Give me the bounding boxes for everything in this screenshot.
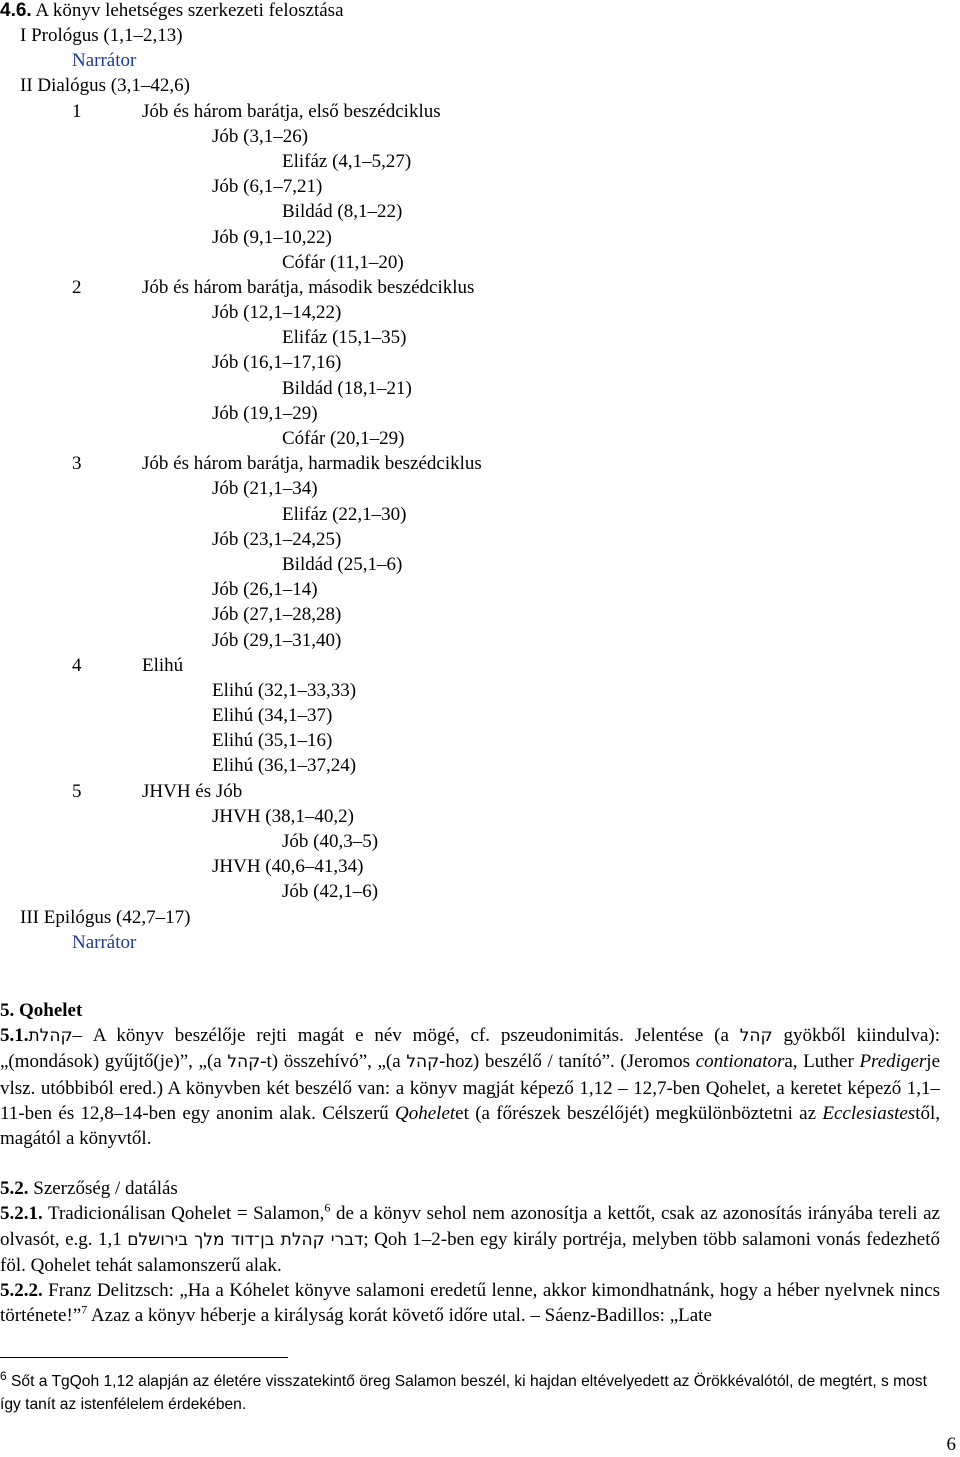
outline-text: Elihú (32,1–33,33) <box>212 679 357 701</box>
outline-text: III Epilógus (42,7–17) <box>20 906 191 928</box>
outline-text: Elifáz (22,1–30) <box>282 503 407 525</box>
outline-text: Jób és három barátja, harmadik beszédciklus <box>142 453 482 475</box>
outline-text: Jób (26,1–14) <box>212 579 318 601</box>
spacer <box>0 1151 940 1176</box>
outline-text: Jób (12,1–14,22) <box>212 302 342 324</box>
outline-row <box>0 879 960 904</box>
outline-text: JHVH (40,6–41,34) <box>212 856 364 878</box>
text-run: Azaz a könyv héberje a királyság korát követő időre utal. – Sáenz-Badillos: „Late <box>87 1305 712 1327</box>
outline-text: Narrátor <box>72 931 137 953</box>
outline-row <box>0 401 960 426</box>
outline-row <box>0 527 960 552</box>
outline-text: Jób (16,1–17,16) <box>212 352 342 374</box>
outline-row <box>0 678 960 703</box>
hebrew-phrase: דברי קהלת בן־דוד מלך בירושלם <box>127 1229 364 1250</box>
outline-text: Bildád (25,1–6) <box>282 553 403 575</box>
outline-row <box>0 502 960 527</box>
outline-text: Jób (23,1–24,25) <box>212 528 342 550</box>
outline-text: Bildád (8,1–22) <box>282 201 403 223</box>
outline-row <box>0 552 960 577</box>
outline-number: 4 <box>72 654 82 676</box>
text-run: től, magától a könyvtől. <box>0 1102 941 1150</box>
outline-text: Jób (27,1–28,28) <box>212 604 342 626</box>
italic-term: Qohelet <box>395 1102 456 1124</box>
outline-row <box>0 628 960 653</box>
outline-text: Elihú (34,1–37) <box>212 705 333 727</box>
outline-text: Elifáz (15,1–35) <box>282 327 407 349</box>
italic-term: contionator <box>695 1051 785 1073</box>
outline-row <box>0 426 960 451</box>
outline-text: Jób (42,1–6) <box>282 881 379 903</box>
outline-text: Jób (3,1–26) <box>212 125 309 147</box>
outline-row <box>0 250 960 275</box>
outline-text: Jób és három barátja, első beszédciklus <box>142 100 441 122</box>
outline-row <box>0 779 960 804</box>
outline-row <box>0 451 960 476</box>
outline-text: JHVH és Jób <box>142 780 243 802</box>
outline-row <box>0 905 960 930</box>
italic-term: Prediger <box>859 1051 927 1073</box>
footnote-number: 6 <box>0 1368 7 1383</box>
outline-text: Jób (19,1–29) <box>212 402 318 424</box>
outline-row <box>0 350 960 375</box>
hebrew-word: קהל <box>227 1052 261 1073</box>
outline-text: Cófár (20,1–29) <box>282 428 405 449</box>
text-run: -hoz) beszélő / tanító”. (Jeromos <box>439 1051 696 1073</box>
outline-text: Jób (21,1–34) <box>212 478 318 500</box>
outline-row <box>0 376 960 401</box>
footnote-rule <box>0 1357 288 1358</box>
outline-row <box>0 124 960 149</box>
outline-number: 1 <box>72 100 82 122</box>
outline-row <box>0 199 960 224</box>
outline-row <box>0 703 960 728</box>
outline-row <box>0 99 960 124</box>
footnote-ref: 6 <box>324 1201 331 1216</box>
text-run: – A könyv beszélője rejti magát e név mögé, cf. pszeudonimitás. Jelentése (a <box>72 1025 740 1047</box>
outline-row <box>0 854 960 879</box>
hebrew-word: קהלת <box>28 1026 73 1047</box>
text-run: ; Qoh 1–2-ben egy király portréja, melyben több salamoni vonás fedezhető föl. Qohelet tehát salamonszerű alak. <box>0 1228 940 1276</box>
outline-row <box>0 602 960 627</box>
outline-text: Elifáz (4,1–5,27) <box>282 150 412 172</box>
outline-row <box>0 728 960 753</box>
page-number: 6 <box>946 1434 956 1455</box>
outline-text: Jób (9,1–10,22) <box>212 226 332 248</box>
outline-row <box>0 23 960 48</box>
outline-text: II Dialógus (3,1–42,6) <box>20 75 190 97</box>
text-run: Franz Delitzsch: „Ha a Kóhelet könyve salamoni eredetű lenne, akkor kimondhatnánk, hogy a héber nyelvnek nincs története!” <box>0 1280 940 1327</box>
outline-row <box>0 476 960 501</box>
outline-row <box>0 275 960 300</box>
outline-row <box>0 930 960 955</box>
italic-term: Ecclesiastes <box>822 1102 916 1124</box>
outline-row <box>0 325 960 350</box>
outline-text: I Prológus (1,1–2,13) <box>20 25 183 46</box>
section-title: A könyv lehetséges szerkezeti felosztása <box>31 0 344 21</box>
outline-number: 3 <box>72 453 82 475</box>
paragraph-5-2-1 <box>0 1201 940 1278</box>
outline-row <box>0 804 960 829</box>
outline-text: Elihú <box>142 654 184 676</box>
subsection-title: Szerzőség / datálás <box>28 1178 178 1200</box>
outline-row <box>0 753 960 778</box>
text-run: et (a főrészek beszélőjét) megkülönböztetni az <box>455 1102 823 1124</box>
subsection-5-2-heading <box>0 1176 940 1201</box>
outline-text: Elihú (35,1–16) <box>212 730 333 752</box>
outline-text: Jób (6,1–7,21) <box>212 176 323 198</box>
section-heading <box>0 0 344 23</box>
outline-text: Cófár (11,1–20) <box>282 251 404 273</box>
outline-text: JHVH (38,1–40,2) <box>212 805 354 827</box>
text-run: a, Luther <box>784 1051 860 1073</box>
para-number: 5.2.1. <box>0 1203 43 1225</box>
footnote-ref: 7 <box>81 1302 88 1317</box>
subsection-number: 5.2. <box>0 1178 29 1200</box>
outline-number: 5 <box>72 780 82 802</box>
outline-row <box>0 300 960 325</box>
outline-row <box>0 653 960 678</box>
para-number: 5.2.2. <box>0 1280 43 1302</box>
outline-text: Bildád (18,1–21) <box>282 377 412 399</box>
text-run: je vlsz. utóbbiból ered.) A könyvben két beszélő van: a könyv magját képező 1,12 – 12,7-ben Qohelet, a keretet képező 1,1–11-ben és 12,8–14-ben egy anonim alak. Célszerű <box>0 1051 941 1124</box>
qohelet-section <box>0 998 940 1328</box>
text-run: Tradicionálisan Qohelet = Salamon, <box>42 1203 325 1225</box>
footnote-text: Sőt a TgQoh 1,12 alapján az életére visszatekintő öreg Salamon beszél, ki hajdan eltévelyedett az Örökkévalótól, de megtért, s most így tanít az istenfélelem érdekében. <box>0 1373 927 1413</box>
hebrew-word: קהל <box>406 1052 440 1073</box>
outline-text: Jób és három barátja, második beszédciklus <box>142 276 475 298</box>
footnote <box>0 1370 940 1416</box>
paragraph-5-1 <box>0 1023 940 1151</box>
text-run: gyökből kiindulva): „(mondások) gyűjtő(je)”, „(a <box>0 1025 940 1073</box>
outline-text: Jób (40,3–5) <box>282 831 379 852</box>
structure-outline <box>0 23 960 955</box>
paragraph-5-2-2 <box>0 1278 940 1328</box>
section-number: 4.6. <box>0 0 32 21</box>
outline-row <box>0 829 960 854</box>
para-number: 5.1. <box>0 1025 29 1047</box>
text-run: de a könyv sehol nem azonosítja a kettőt, csak az azonosítás irányába tereli az olvasót, e.g. 1,1 <box>0 1203 940 1250</box>
outline-text: Narrátor <box>72 50 137 72</box>
outline-row <box>0 149 960 174</box>
hebrew-word: קהל <box>739 1026 773 1047</box>
outline-row <box>0 174 960 199</box>
outline-text: Jób (29,1–31,40) <box>212 629 342 651</box>
outline-row <box>0 225 960 250</box>
text-run: -t) összehívó”, „(a <box>260 1051 407 1073</box>
outline-number: 2 <box>72 276 82 298</box>
outline-row <box>0 73 960 98</box>
outline-row <box>0 577 960 602</box>
outline-text: Elihú (36,1–37,24) <box>212 755 357 777</box>
qohelet-title: 5. Qohelet <box>0 1000 83 1021</box>
outline-row <box>0 48 960 73</box>
